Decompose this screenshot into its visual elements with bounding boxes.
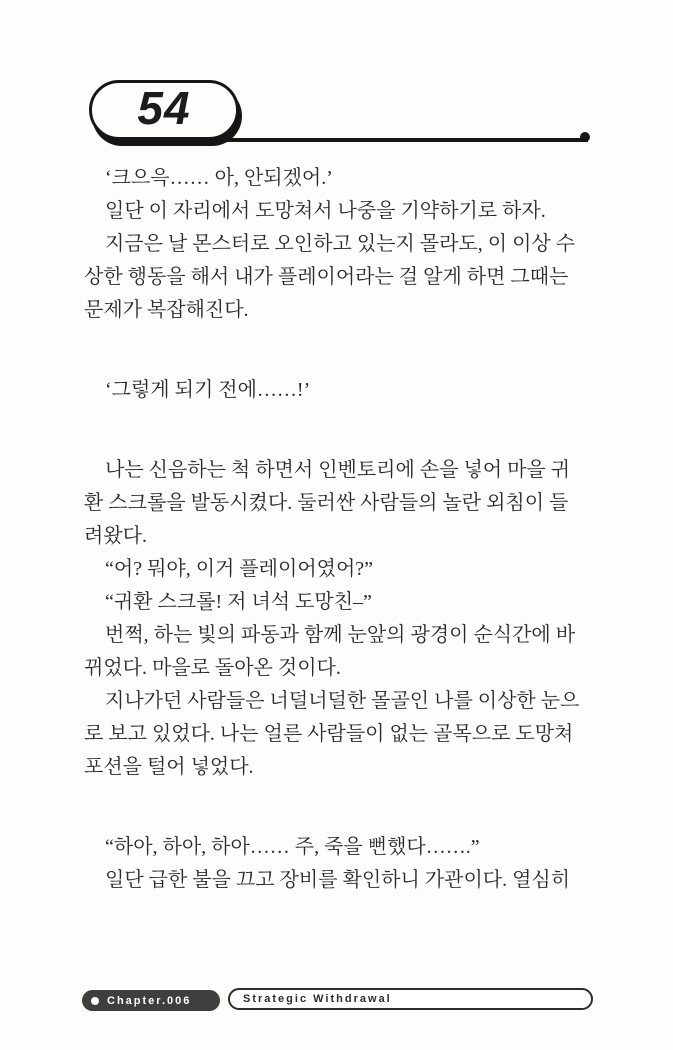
text-line: 포션을 털어 넣었다. [84,756,254,778]
text-line: 일단 이 자리에서 도망쳐서 나중을 기약하기로 하자. [105,200,546,222]
paragraph-spacer [84,784,596,831]
text-line: 나는 신음하는 척 하면서 인벤토리에 손을 넣어 마을 귀 [105,459,571,481]
text-line: 지나가던 사람들은 너덜너덜한 몰골인 나를 이상한 눈으 [105,690,580,712]
text-line: ‘크으윽…… 아, 안되겠어.’ [105,167,333,189]
footer-chapter-pill [82,990,220,1011]
text-line: 상한 행동을 해서 내가 플레이어라는 걸 알게 하면 그때는 [84,266,569,288]
footer-section-title: Strategic Withdrawal [243,993,392,1005]
paragraph-spacer [84,327,596,374]
text-line: 일단 급한 불을 끄고 장비를 확인하니 가관이다. 열심히 [105,869,571,891]
text-line: 뀌었다. 마을로 돌아온 것이다. [84,657,341,679]
footer-section-title-pill [228,988,593,1010]
text-line: 번쩍, 하는 빛의 파동과 함께 눈앞의 광경이 순식간에 바 [105,624,576,646]
chapter-number-badge [89,80,239,140]
text-line: “하아, 하아, 하아…… 주, 죽을 뻔했다…….” [105,836,480,858]
text-line: “귀환 스크롤! 저 녀석 도망친–” [105,591,372,613]
body-text [84,162,596,897]
text-line: 지금은 날 몬스터로 오인하고 있는지 몰라도, 이 이상 수 [105,233,576,255]
text-line: 문제가 복잡해진다. [84,299,249,321]
chapter-number: 54 [137,82,191,134]
text-line: ‘그렇게 되기 전에……!’ [105,379,311,401]
text-line: 환 스크롤을 발동시켰다. 둘러싼 사람들의 놀란 외침이 들 [84,492,569,514]
text-line: 로 보고 있었다. 나는 얼른 사람들이 없는 골목으로 도망쳐 [84,723,574,745]
rule-end-ring-icon [580,132,590,142]
text-line: 려왔다. [84,525,147,547]
paragraph-spacer [84,407,596,454]
text-line: “어? 뭐야, 이거 플레이어였어?” [105,558,374,580]
footer-chapter-label: Chapter.006 [107,994,192,1007]
bullet-dot-icon [91,997,99,1005]
